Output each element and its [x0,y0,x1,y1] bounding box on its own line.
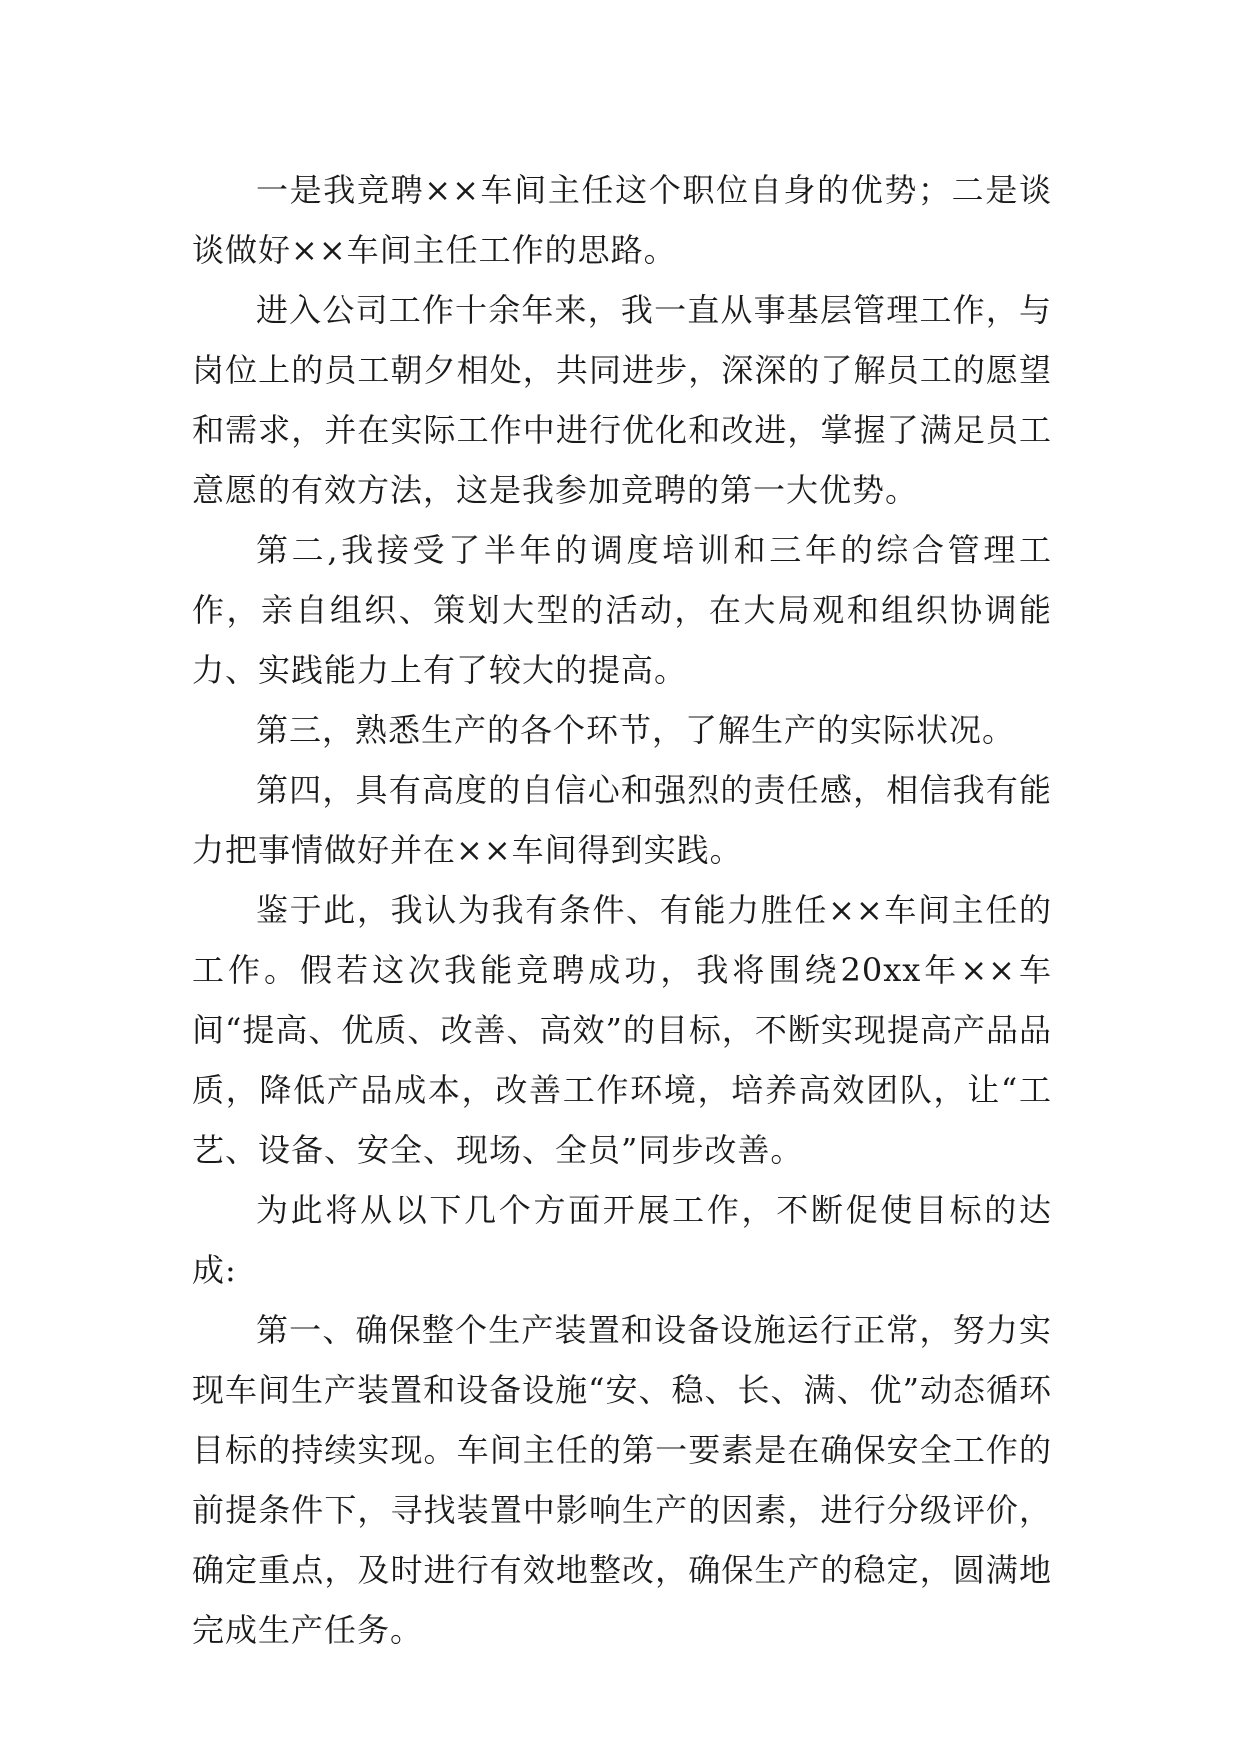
paragraph-4: 第三，熟悉生产的各个环节，了解生产的实际状况。 [256,711,1016,749]
paragraph-6: 鉴于此，我认为我有条件、有能力胜任××车间主任的工作。假若这次我能竞聘成功，我将围绕20xx年××车间“提高、优质、改善、高效”的目标，不断实现提高产品品质，降低产品成本，改善工作环境，培养高效团队，让“工艺、设备、安全、现场、全员”同步改善。 [192,891,1052,1169]
paragraph-1: 一是我竞聘××车间主任这个职位自身的优势；二是谈谈做好××车间主任工作的思路。 [192,171,1052,269]
paragraph-3: 第二,我接受了半年的调度培训和三年的综合管理工作，亲自组织、策划大型的活动，在大局观和组织协调能力、实践能力上有了较大的提高。 [192,531,1052,689]
paragraph-7: 为此将从以下几个方面开展工作，不断促使目标的达成: [192,1191,1052,1289]
document-body [192,160,1052,1660]
paragraph-5: 第四，具有高度的自信心和强烈的责任感，相信我有能力把事情做好并在××车间得到实践。 [192,771,1052,869]
paragraph-8: 第一、确保整个生产装置和设备设施运行正常，努力实现车间生产装置和设备设施“安、稳、长、满、优”动态循环目标的持续实现。车间主任的第一要素是在确保安全工作的前提条件下，寻找装置中影响生产的因素，进行分级评价，确定重点，及时进行有效地整改，确保生产的稳定，圆满地完成生产任务。 [192,1311,1052,1649]
paragraph-2: 进入公司工作十余年来，我一直从事基层管理工作，与岗位上的员工朝夕相处，共同进步，深深的了解员工的愿望和需求，并在实际工作中进行优化和改进，掌握了满足员工意愿的有效方法，这是我参加竞聘的第一大优势。 [192,291,1052,509]
